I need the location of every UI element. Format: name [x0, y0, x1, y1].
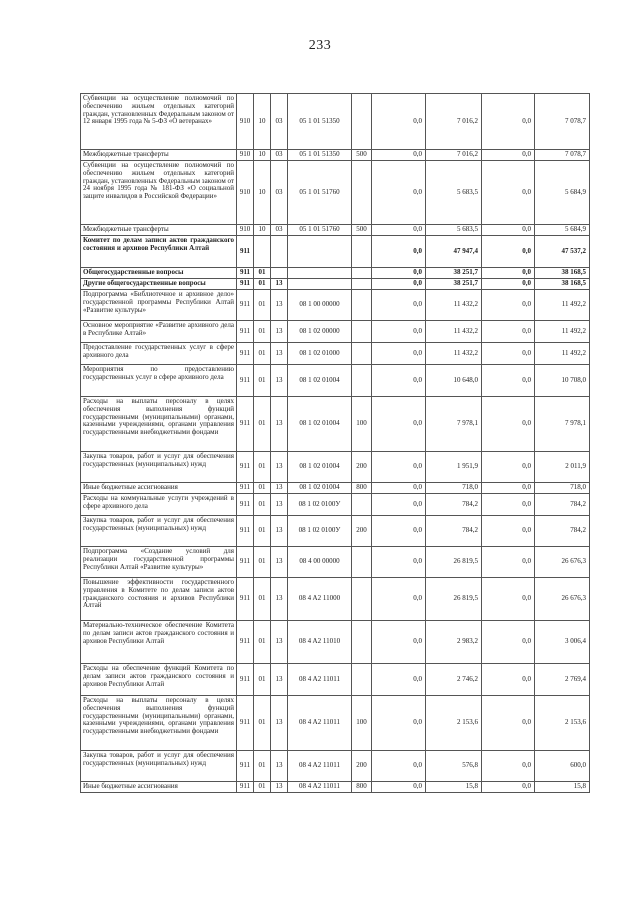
row-section: 01: [254, 268, 271, 279]
row-admin-code: 910: [237, 225, 254, 236]
row-amount-1: 0,0: [372, 516, 426, 547]
row-admin-code: 911: [237, 578, 254, 621]
row-admin-code: 911: [237, 321, 254, 343]
table-row: [81, 225, 590, 236]
table-row: [81, 696, 590, 751]
row-target-article: 08 4 A2 11011: [288, 664, 352, 696]
row-admin-code: 911: [237, 452, 254, 483]
row-amount-3: 0,0: [482, 225, 535, 236]
row-admin-code: 911: [237, 782, 254, 793]
row-expense-type: [352, 321, 372, 343]
row-expense-type: 100: [352, 696, 372, 751]
row-section: 01: [254, 494, 271, 516]
row-name: Расходы на обеспечение функций Комитета по делам записи актов гражданского состояния и архивов Республики Алтай: [81, 664, 237, 696]
row-subsection: 13: [271, 290, 288, 321]
budget-table: [80, 93, 590, 793]
row-amount-1: 0,0: [372, 664, 426, 696]
row-target-article: 08 1 02 01004: [288, 452, 352, 483]
row-expense-type: [352, 664, 372, 696]
row-amount-4: 5 684,9: [535, 225, 590, 236]
row-section: 10: [254, 225, 271, 236]
row-subsection: 13: [271, 343, 288, 365]
row-amount-1: 0,0: [372, 268, 426, 279]
row-target-article: 08 1 02 01004: [288, 483, 352, 494]
row-amount-4: 15,8: [535, 782, 590, 793]
row-subsection: 13: [271, 452, 288, 483]
row-name: Подпрограмма «Библиотечное и архивное дело» государственной программы Республики Алтай «Развитие культуры»: [81, 290, 237, 321]
row-name: Расходы на выплаты персоналу в целях обеспечения выполнения функций государственными (муниципальными) органами, казенными учреждениями, органами управления государственными внебюджетными фондами: [81, 397, 237, 452]
row-section: 01: [254, 751, 271, 782]
row-amount-3: 0,0: [482, 279, 535, 290]
row-expense-type: 500: [352, 150, 372, 161]
row-amount-4: 7 078,7: [535, 150, 590, 161]
table-row: [81, 161, 590, 225]
row-admin-code: 911: [237, 290, 254, 321]
row-amount-1: 0,0: [372, 279, 426, 290]
table-row: [81, 751, 590, 782]
row-subsection: 13: [271, 279, 288, 290]
table-row: [81, 321, 590, 343]
table-row: [81, 452, 590, 483]
row-amount-4: 7 978,1: [535, 397, 590, 452]
row-amount-1: 0,0: [372, 161, 426, 225]
row-amount-2: 38 251,7: [426, 279, 482, 290]
row-section: 01: [254, 516, 271, 547]
row-admin-code: 910: [237, 150, 254, 161]
row-amount-2: 11 432,2: [426, 321, 482, 343]
row-amount-3: 0,0: [482, 696, 535, 751]
row-expense-type: [352, 365, 372, 397]
page-number: 233: [308, 38, 332, 53]
row-amount-2: 784,2: [426, 516, 482, 547]
row-amount-1: 0,0: [372, 578, 426, 621]
row-name: Межбюджетные трансферты: [81, 225, 237, 236]
row-admin-code: 911: [237, 365, 254, 397]
table-row: [81, 621, 590, 664]
row-amount-3: 0,0: [482, 782, 535, 793]
row-amount-2: 15,8: [426, 782, 482, 793]
row-amount-1: 0,0: [372, 696, 426, 751]
row-amount-1: 0,0: [372, 94, 426, 150]
row-subsection: 13: [271, 621, 288, 664]
row-expense-type: 800: [352, 782, 372, 793]
row-subsection: 13: [271, 782, 288, 793]
row-section: 10: [254, 94, 271, 150]
row-target-article: [288, 236, 352, 268]
row-section: 01: [254, 621, 271, 664]
row-target-article: 08 1 02 0100У: [288, 494, 352, 516]
row-amount-3: 0,0: [482, 397, 535, 452]
row-admin-code: 910: [237, 94, 254, 150]
table-row: [81, 365, 590, 397]
row-amount-2: 7 978,1: [426, 397, 482, 452]
row-expense-type: 200: [352, 452, 372, 483]
row-subsection: 13: [271, 321, 288, 343]
row-section: 01: [254, 696, 271, 751]
row-amount-3: 0,0: [482, 343, 535, 365]
row-name: Материально-техническое обеспечение Комитета по делам записи актов гражданского состояния и архивов Республики Алтай: [81, 621, 237, 664]
row-target-article: 08 4 00 00000: [288, 547, 352, 578]
row-amount-3: 0,0: [482, 268, 535, 279]
row-target-article: 05 1 01 51350: [288, 150, 352, 161]
table-row: [81, 343, 590, 365]
row-target-article: 08 4 A2 11010: [288, 621, 352, 664]
row-name: Основное мероприятие «Развитие архивного дела в Республике Алтай»: [81, 321, 237, 343]
row-amount-4: 2 153,6: [535, 696, 590, 751]
row-amount-2: 2 746,2: [426, 664, 482, 696]
row-expense-type: [352, 94, 372, 150]
row-amount-4: 600,0: [535, 751, 590, 782]
row-admin-code: 911: [237, 516, 254, 547]
row-expense-type: 200: [352, 751, 372, 782]
table-row: [81, 94, 590, 150]
row-admin-code: 911: [237, 268, 254, 279]
table-row: [81, 483, 590, 494]
row-expense-type: [352, 343, 372, 365]
row-expense-type: 200: [352, 516, 372, 547]
row-name: Мероприятия по предоставлению государственных услуг в сфере архивного дела: [81, 365, 237, 397]
row-expense-type: 800: [352, 483, 372, 494]
row-subsection: 13: [271, 664, 288, 696]
row-target-article: 05 1 01 51760: [288, 225, 352, 236]
row-amount-1: 0,0: [372, 290, 426, 321]
row-subsection: 13: [271, 547, 288, 578]
row-section: 01: [254, 782, 271, 793]
row-subsection: 13: [271, 483, 288, 494]
row-amount-1: 0,0: [372, 343, 426, 365]
row-amount-3: 0,0: [482, 94, 535, 150]
row-admin-code: 911: [237, 621, 254, 664]
row-subsection: 13: [271, 751, 288, 782]
row-amount-1: 0,0: [372, 452, 426, 483]
row-amount-2: 7 016,2: [426, 94, 482, 150]
row-amount-2: 38 251,7: [426, 268, 482, 279]
row-amount-2: 10 648,0: [426, 365, 482, 397]
row-amount-4: 2 011,9: [535, 452, 590, 483]
row-expense-type: [352, 236, 372, 268]
row-name: Субвенции на осуществление полномочий по обеспечению жильем отдельных категорий граждан, установленных Федеральным законом от 24 ноября 1995 года № 181-ФЗ «О социальной защите инвалидов в Российской Федерации»: [81, 161, 237, 225]
row-admin-code: 911: [237, 236, 254, 268]
row-amount-1: 0,0: [372, 321, 426, 343]
row-amount-3: 0,0: [482, 516, 535, 547]
row-amount-3: 0,0: [482, 365, 535, 397]
row-amount-3: 0,0: [482, 483, 535, 494]
row-amount-3: 0,0: [482, 236, 535, 268]
row-target-article: 05 1 01 51760: [288, 161, 352, 225]
row-section: 01: [254, 279, 271, 290]
row-amount-2: 784,2: [426, 494, 482, 516]
row-expense-type: [352, 161, 372, 225]
row-expense-type: 500: [352, 225, 372, 236]
row-amount-4: 47 537,2: [535, 236, 590, 268]
row-subsection: 03: [271, 150, 288, 161]
row-amount-3: 0,0: [482, 578, 535, 621]
row-amount-4: 26 676,3: [535, 547, 590, 578]
row-amount-3: 0,0: [482, 290, 535, 321]
row-amount-1: 0,0: [372, 150, 426, 161]
row-name: Закупка товаров, работ и услуг для обеспечения государственных (муниципальных) нужд: [81, 751, 237, 782]
row-target-article: [288, 279, 352, 290]
row-target-article: 08 4 A2 11011: [288, 696, 352, 751]
row-name: Иные бюджетные ассигнования: [81, 483, 237, 494]
row-amount-2: 26 819,5: [426, 547, 482, 578]
row-name: Закупка товаров, работ и услуг для обеспечения государственных (муниципальных) нужд: [81, 516, 237, 547]
row-name: Предоставление государственных услуг в сфере архивного дела: [81, 343, 237, 365]
row-amount-3: 0,0: [482, 494, 535, 516]
row-amount-4: 11 492,2: [535, 290, 590, 321]
row-section: 10: [254, 161, 271, 225]
row-expense-type: 100: [352, 397, 372, 452]
row-target-article: [288, 268, 352, 279]
row-amount-1: 0,0: [372, 397, 426, 452]
row-target-article: 08 4 A2 11011: [288, 751, 352, 782]
row-admin-code: 911: [237, 751, 254, 782]
row-amount-4: 26 676,3: [535, 578, 590, 621]
row-subsection: 13: [271, 365, 288, 397]
row-subsection: 13: [271, 578, 288, 621]
row-amount-4: 784,2: [535, 516, 590, 547]
row-subsection: 13: [271, 516, 288, 547]
row-section: 01: [254, 343, 271, 365]
row-amount-3: 0,0: [482, 664, 535, 696]
row-amount-1: 0,0: [372, 236, 426, 268]
row-amount-1: 0,0: [372, 225, 426, 236]
row-amount-2: 26 819,5: [426, 578, 482, 621]
table-row: [81, 150, 590, 161]
row-admin-code: 911: [237, 397, 254, 452]
row-amount-2: 2 153,6: [426, 696, 482, 751]
row-name: Повышение эффективности государственного управления в Комитете по делам записи актов гражданского состояния и архивов Республики Алтай: [81, 578, 237, 621]
table-row: [81, 782, 590, 793]
row-amount-2: 5 683,5: [426, 225, 482, 236]
row-amount-1: 0,0: [372, 483, 426, 494]
row-amount-3: 0,0: [482, 547, 535, 578]
row-name: Расходы на выплаты персоналу в целях обеспечения выполнения функций государственными (муниципальными) органами, казенными учреждениями, органами управления государственными внебюджетными фондами: [81, 696, 237, 751]
row-subsection: 03: [271, 94, 288, 150]
row-target-article: 08 4 A2 11000: [288, 578, 352, 621]
row-section: 01: [254, 664, 271, 696]
table-row: [81, 578, 590, 621]
row-amount-1: 0,0: [372, 547, 426, 578]
row-target-article: 08 4 A2 11011: [288, 782, 352, 793]
row-section: 10: [254, 150, 271, 161]
row-name: Общегосударственные вопросы: [81, 268, 237, 279]
row-target-article: 08 1 02 0100У: [288, 516, 352, 547]
row-subsection: 03: [271, 161, 288, 225]
row-target-article: 08 1 00 00000: [288, 290, 352, 321]
row-admin-code: 911: [237, 279, 254, 290]
table-row: [81, 290, 590, 321]
row-section: 01: [254, 547, 271, 578]
table-row: [81, 547, 590, 578]
row-amount-4: 5 684,9: [535, 161, 590, 225]
row-amount-2: 11 432,2: [426, 343, 482, 365]
row-amount-4: 38 168,5: [535, 268, 590, 279]
table-row: [81, 664, 590, 696]
row-expense-type: [352, 494, 372, 516]
row-target-article: 08 1 02 00000: [288, 321, 352, 343]
table-row: [81, 268, 590, 279]
row-admin-code: 911: [237, 664, 254, 696]
row-amount-2: 11 432,2: [426, 290, 482, 321]
row-expense-type: [352, 268, 372, 279]
row-amount-3: 0,0: [482, 321, 535, 343]
row-admin-code: 911: [237, 547, 254, 578]
row-amount-1: 0,0: [372, 365, 426, 397]
row-amount-4: 38 168,5: [535, 279, 590, 290]
row-amount-4: 2 769,4: [535, 664, 590, 696]
row-section: 01: [254, 452, 271, 483]
row-amount-4: 784,2: [535, 494, 590, 516]
row-amount-1: 0,0: [372, 782, 426, 793]
row-admin-code: 911: [237, 696, 254, 751]
row-expense-type: [352, 279, 372, 290]
row-amount-4: 718,0: [535, 483, 590, 494]
row-subsection: 13: [271, 696, 288, 751]
row-section: 01: [254, 578, 271, 621]
row-admin-code: 911: [237, 494, 254, 516]
row-amount-2: 7 016,2: [426, 150, 482, 161]
row-amount-4: 10 708,0: [535, 365, 590, 397]
row-name: Подпрограмма «Создание условий для реализации государственной программы Республики Алтай «Развитие культуры»: [81, 547, 237, 578]
row-target-article: 08 1 02 01004: [288, 365, 352, 397]
row-subsection: 13: [271, 397, 288, 452]
row-amount-2: 5 683,5: [426, 161, 482, 225]
row-target-article: 05 1 01 51350: [288, 94, 352, 150]
row-subsection: [271, 268, 288, 279]
row-name: Расходы на коммунальные услуги учреждений в сфере архивного дела: [81, 494, 237, 516]
row-amount-1: 0,0: [372, 494, 426, 516]
row-amount-3: 0,0: [482, 452, 535, 483]
row-amount-3: 0,0: [482, 161, 535, 225]
row-target-article: 08 1 02 01004: [288, 397, 352, 452]
row-admin-code: 910: [237, 161, 254, 225]
row-amount-2: 718,0: [426, 483, 482, 494]
row-admin-code: 911: [237, 343, 254, 365]
table-row: [81, 236, 590, 268]
table-row: [81, 494, 590, 516]
row-section: 01: [254, 483, 271, 494]
row-target-article: 08 1 02 01000: [288, 343, 352, 365]
row-amount-2: 2 983,2: [426, 621, 482, 664]
row-admin-code: 911: [237, 483, 254, 494]
table-row: [81, 516, 590, 547]
row-amount-3: 0,0: [482, 621, 535, 664]
row-name: Межбюджетные трансферты: [81, 150, 237, 161]
row-section: 01: [254, 290, 271, 321]
table-row: [81, 397, 590, 452]
row-name: Иные бюджетные ассигнования: [81, 782, 237, 793]
row-section: [254, 236, 271, 268]
row-section: 01: [254, 321, 271, 343]
row-amount-1: 0,0: [372, 621, 426, 664]
row-name: Комитет по делам записи актов гражданского состояния и архивов Республики Алтай: [81, 236, 237, 268]
row-subsection: 03: [271, 225, 288, 236]
row-expense-type: [352, 621, 372, 664]
row-subsection: 13: [271, 494, 288, 516]
row-amount-1: 0,0: [372, 751, 426, 782]
table-row: [81, 279, 590, 290]
row-amount-3: 0,0: [482, 751, 535, 782]
row-amount-4: 3 006,4: [535, 621, 590, 664]
row-section: 01: [254, 397, 271, 452]
row-amount-2: 576,8: [426, 751, 482, 782]
row-amount-4: 7 078,7: [535, 94, 590, 150]
row-name: Другие общегосударственные вопросы: [81, 279, 237, 290]
row-section: 01: [254, 365, 271, 397]
row-subsection: [271, 236, 288, 268]
row-amount-2: 47 947,4: [426, 236, 482, 268]
row-name: Закупка товаров, работ и услуг для обеспечения государственных (муниципальных) нужд: [81, 452, 237, 483]
row-expense-type: [352, 578, 372, 621]
row-expense-type: [352, 547, 372, 578]
row-expense-type: [352, 290, 372, 321]
row-amount-4: 11 492,2: [535, 321, 590, 343]
row-name: Субвенции на осуществление полномочий по обеспечению жильем отдельных категорий граждан, установленных Федеральным законом от 12 января 1995 года № 5-ФЗ «О ветеранах»: [81, 94, 237, 150]
row-amount-4: 11 492,2: [535, 343, 590, 365]
row-amount-2: 1 951,9: [426, 452, 482, 483]
row-amount-3: 0,0: [482, 150, 535, 161]
